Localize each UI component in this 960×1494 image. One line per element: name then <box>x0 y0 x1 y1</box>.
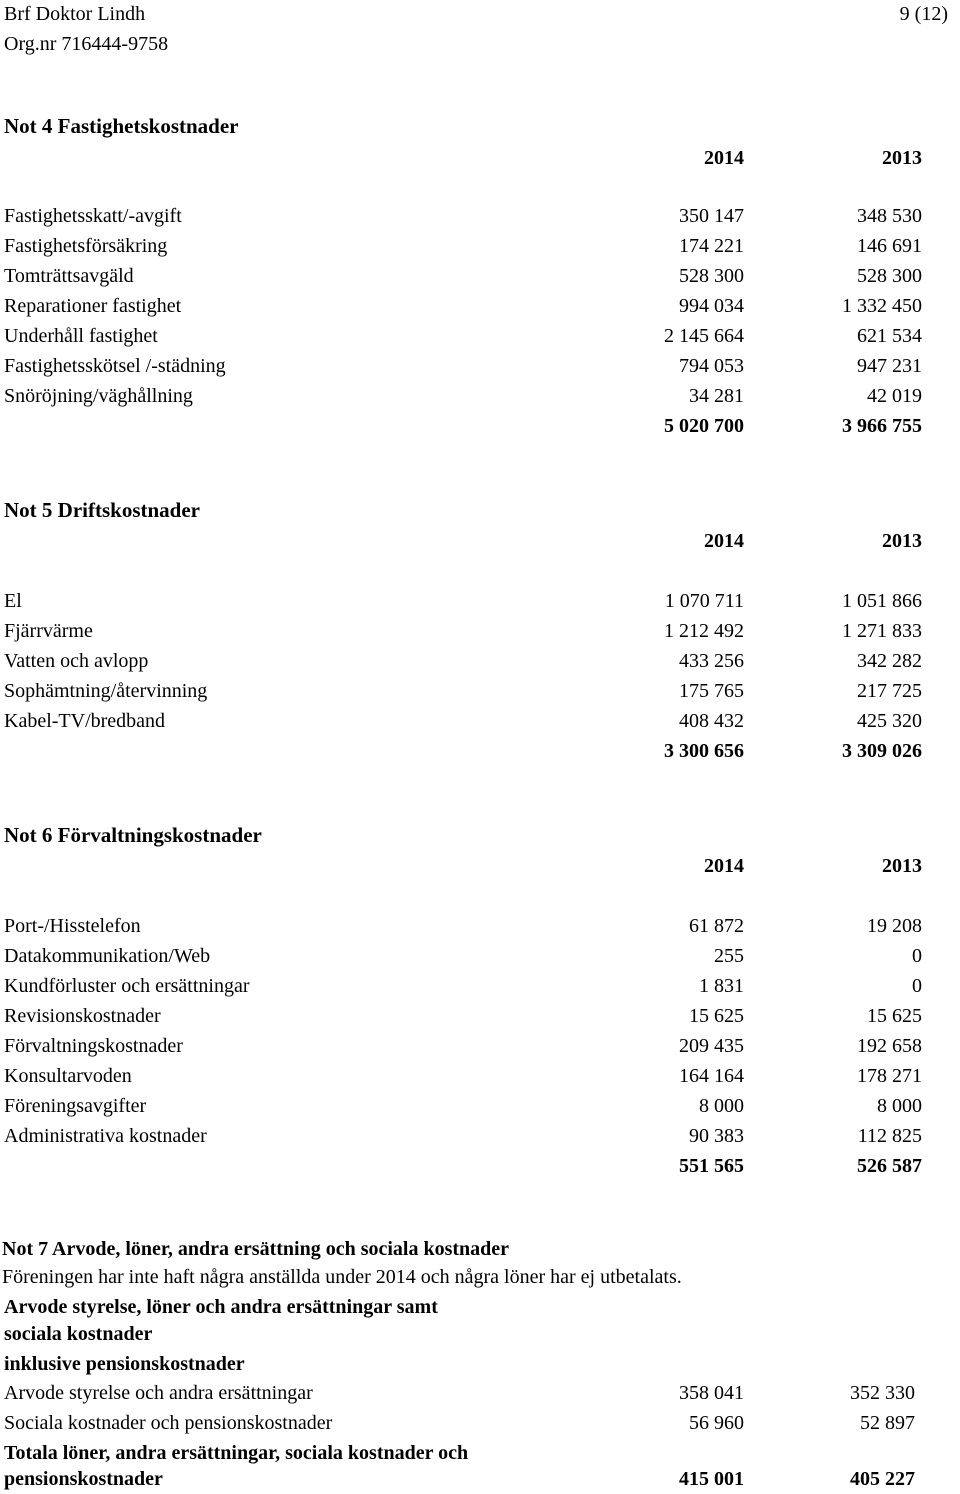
table-row <box>0 1124 960 1148</box>
row-value-2014: 2 145 664 <box>664 325 744 347</box>
note7-subheading-line1: Arvode styrelse, löner och andra ersättningar samt <box>4 1296 438 1318</box>
table-row <box>0 384 960 408</box>
row-value-2013: 15 625 <box>867 1005 922 1027</box>
table-row <box>0 1064 960 1088</box>
row-value-2014: 90 383 <box>689 1125 744 1147</box>
row-value-2013: 352 330 <box>850 1382 915 1404</box>
row-label: Tomträttsavgäld <box>4 265 134 287</box>
row-value-2014: 15 625 <box>689 1005 744 1027</box>
row-value-2013: 192 658 <box>857 1035 922 1057</box>
table-row <box>0 234 960 258</box>
note7-title: Not 7 Arvode, löner, andra ersättning och sociala kostnader <box>2 1238 510 1260</box>
table-row <box>0 354 960 378</box>
row-value-2013: 348 530 <box>857 205 922 227</box>
row-value-2013: 1 271 833 <box>842 620 922 642</box>
row-label: Sophämtning/återvinning <box>4 680 208 702</box>
row-label: Reparationer fastighet <box>4 295 182 317</box>
row-label: Föreningsavgifter <box>4 1095 147 1117</box>
row-value-2013: 217 725 <box>857 680 922 702</box>
note6-year-2014: 2014 <box>704 855 744 877</box>
row-label: Port-/Hisstelefon <box>4 915 141 937</box>
row-value-2014: 174 221 <box>679 235 744 257</box>
row-value-2014: 56 960 <box>689 1412 744 1434</box>
note6-year-2013: 2013 <box>882 855 922 877</box>
row-label: Revisionskostnader <box>4 1005 161 1027</box>
table-row <box>0 944 960 968</box>
note7-total-label-line1: Totala löner, andra ersättningar, sociala kostnader och <box>4 1442 469 1464</box>
total-row <box>0 1154 960 1178</box>
row-label: Fastighetsförsäkring <box>4 235 168 257</box>
row-value-2013: 342 282 <box>857 650 922 672</box>
table-row <box>0 649 960 673</box>
row-label: Kabel-TV/bredband <box>4 710 166 732</box>
row-value-2013: 425 320 <box>857 710 922 732</box>
row-value-2013: 1 051 866 <box>842 590 922 612</box>
row-label: Konsultarvoden <box>4 1065 132 1087</box>
row-value-2014: 34 281 <box>689 385 744 407</box>
row-value-2013: 52 897 <box>860 1412 915 1434</box>
row-label: Snöröjning/väghållning <box>4 385 193 407</box>
table-row <box>0 709 960 733</box>
row-value-2013: 8 000 <box>877 1095 922 1117</box>
row-value-2013: 42 019 <box>867 385 922 407</box>
total-row <box>0 414 960 438</box>
total-2013: 526 587 <box>857 1155 922 1177</box>
row-label: El <box>4 590 22 612</box>
row-value-2014: 1 831 <box>699 975 744 997</box>
org-number: Org.nr 716444-9758 <box>4 33 169 55</box>
row-label: Vatten och avlopp <box>4 650 149 672</box>
table-row <box>0 1034 960 1058</box>
row-value-2013: 1 332 450 <box>842 295 922 317</box>
row-value-2014: 528 300 <box>679 265 744 287</box>
note7-total-label-line2: pensionskostnader <box>4 1468 163 1490</box>
row-label: Datakommunikation/Web <box>4 945 211 967</box>
row-label: Underhåll fastighet <box>4 325 158 347</box>
row-value-2014: 164 164 <box>679 1065 744 1087</box>
row-label: Administrativa kostnader <box>4 1125 207 1147</box>
row-label: Fastighetsskatt/-avgift <box>4 205 182 227</box>
row-value-2013: 178 271 <box>857 1065 922 1087</box>
row-value-2013: 19 208 <box>867 915 922 937</box>
note4-year-2013: 2013 <box>882 147 922 169</box>
total-2014: 5 020 700 <box>664 415 744 437</box>
total-2013: 3 309 026 <box>842 740 922 762</box>
row-value-2014: 8 000 <box>699 1095 744 1117</box>
note7-subheading-line3: inklusive pensionskostnader <box>4 1353 245 1375</box>
row-value-2014: 209 435 <box>679 1035 744 1057</box>
table-row <box>0 1004 960 1028</box>
row-value-2014: 358 041 <box>679 1382 744 1404</box>
row-value-2013: 947 231 <box>857 355 922 377</box>
table-row <box>0 324 960 348</box>
total-2013: 3 966 755 <box>842 415 922 437</box>
page-number: 9 (12) <box>899 3 948 25</box>
note4-year-2014: 2014 <box>704 147 744 169</box>
row-value-2014: 175 765 <box>679 680 744 702</box>
row-value-2014: 1 070 711 <box>664 590 744 612</box>
row-value-2013: 0 <box>912 945 922 967</box>
table-row <box>0 974 960 998</box>
note6-title: Not 6 Förvaltningskostnader <box>4 823 262 847</box>
total-row <box>0 739 960 763</box>
row-label: Sociala kostnader och pensionskostnader <box>4 1412 333 1434</box>
table-row <box>0 619 960 643</box>
table-row <box>0 589 960 613</box>
row-label: Kundförluster och ersättningar <box>4 975 250 997</box>
note5-year-2013: 2013 <box>882 530 922 552</box>
note7-subheading-line2: sociala kostnader <box>4 1323 153 1345</box>
row-label: Arvode styrelse och andra ersättningar <box>4 1382 313 1404</box>
row-value-2014: 61 872 <box>689 915 744 937</box>
note5-title: Not 5 Driftskostnader <box>4 498 200 522</box>
row-value-2014: 1 212 492 <box>664 620 744 642</box>
table-row <box>0 294 960 318</box>
row-value-2013: 0 <box>912 975 922 997</box>
company-name: Brf Doktor Lindh <box>4 3 146 25</box>
row-value-2014: 350 147 <box>679 205 744 227</box>
note7-intro: Föreningen har inte haft några anställda under 2014 och några löner har ej utbetalats. <box>2 1266 682 1288</box>
table-row <box>0 679 960 703</box>
row-label: Förvaltningskostnader <box>4 1035 183 1057</box>
row-value-2013: 528 300 <box>857 265 922 287</box>
row-value-2013: 621 534 <box>857 325 922 347</box>
row-value-2014: 994 034 <box>679 295 744 317</box>
total-2014: 3 300 656 <box>664 740 744 762</box>
row-label: Fastighetsskötsel /-städning <box>4 355 226 377</box>
row-label: Fjärrvärme <box>4 620 93 642</box>
row-value-2013: 146 691 <box>857 235 922 257</box>
row-value-2013: 112 825 <box>857 1125 922 1147</box>
note4-title: Not 4 Fastighetskostnader <box>4 114 239 138</box>
table-row <box>0 1411 960 1435</box>
note7-total-2014: 415 001 <box>679 1468 744 1490</box>
note5-year-2014: 2014 <box>704 530 744 552</box>
row-value-2014: 255 <box>714 945 744 967</box>
note7-total-2013: 405 227 <box>850 1468 915 1490</box>
total-2014: 551 565 <box>679 1155 744 1177</box>
table-row <box>0 1094 960 1118</box>
row-value-2014: 433 256 <box>679 650 744 672</box>
table-row <box>0 204 960 228</box>
table-row <box>0 1381 960 1405</box>
row-value-2014: 408 432 <box>679 710 744 732</box>
table-row <box>0 914 960 938</box>
row-value-2014: 794 053 <box>679 355 744 377</box>
table-row <box>0 264 960 288</box>
